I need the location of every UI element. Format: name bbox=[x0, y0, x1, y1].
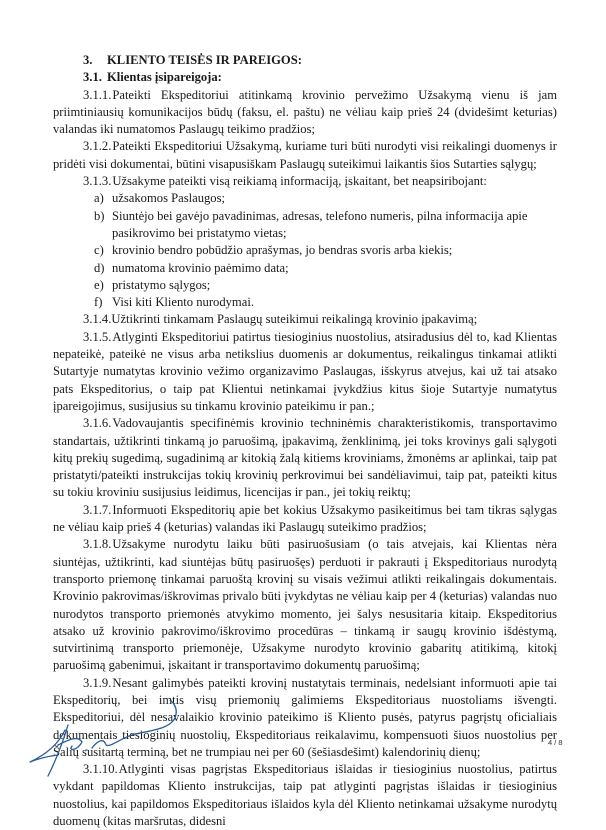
clause-number: 3.1.10. bbox=[83, 762, 118, 777]
clause-number: 3.1.1. bbox=[83, 87, 112, 102]
clause-3-1-3 bbox=[53, 173, 557, 190]
list-text: numatoma krovinio paėmimo data; bbox=[112, 260, 289, 275]
clause-text: Užsakyme nurodytu laiku būti pasiruošusiam (o tais atvejais, kai Klientas nėra siuntėjas, užtikrinti, kad siuntėjas būtų pasiruošęs) perduoti ir pakrauti į Ekspeditoriaus nurodytą transporto priemonę tinkamai paruoštą krovinį su visais vežimui atlikti reikalingais dokumentais. Krovinio pakrovimas/iškrovimas privalo būti įvykdytas ne vėliau kaip per 4 (keturias) valandas nuo nurodytos transporto priemonės atvykimo momento, jei šalys nesusitaria kitaip. Ekspeditorius atsako už krovinio pakrovimo/iškrovimo procedūras – tinkamą ir saugų krovinio išdėstymą, sutvirtinimą transporto priemonėje, Užsakyme nurodyto krovinio gabaritų atitikimą, kitokį paruošimą gabenimui, įskaitant ir transportavimo dokumentų paruošimą; bbox=[53, 537, 557, 673]
clause-3-1-7 bbox=[53, 502, 557, 537]
list-item bbox=[53, 242, 557, 259]
clause-number: 3.1.7. bbox=[83, 502, 112, 517]
clause-text: Pateikti Ekspeditoriui atitinkamą krovinio pervežimo Užsakymą vienu iš jam priimtiniausių komunikacijos būdų (faksu, el. paštu) ne vėliau kaip prieš 24 (dvidešimt keturias) valandas iki numatomos Paslaugų teikimo pradžios; bbox=[53, 87, 557, 137]
clause-number: 3.1.8. bbox=[83, 537, 112, 552]
clause-text: Vadovaujantis specifinėmis krovinio techninėmis charakteristikomis, transportavimo standartais, užtikrinti tinkamą jo paruošimą, įpakavimą, ženklinimą, jei toks krovinys gali sąlygoti kitų prekių sugedimą, sugadinimą ar kitokią žalą kitiems kroviniams, žmonėms ar aplinkai, taip pat pristatyti/pateikti instrukcijas tokių krovinių perkrovimui bei sandėliavimui, taip pat, pateikti kitus su tokiu kroviniu susijusius leidimus, licencijas ir pan., jei tokių reiktų; bbox=[53, 416, 557, 500]
list-label: e) bbox=[94, 277, 104, 292]
list-text: užsakomos Paslaugos; bbox=[112, 191, 225, 206]
section-number: 3. bbox=[83, 53, 93, 67]
list-text: krovinio bendro pobūdžio aprašymas, jo bendras svoris arba kiekis; bbox=[112, 243, 453, 258]
list-label: b) bbox=[94, 208, 105, 223]
subsection-number: 3.1. bbox=[83, 70, 102, 85]
list-label: a) bbox=[94, 191, 104, 206]
list-text: pristatymo sąlygos; bbox=[112, 277, 211, 292]
list-item bbox=[53, 277, 557, 294]
list-item bbox=[53, 190, 557, 207]
list-label: d) bbox=[94, 260, 105, 275]
clause-number: 3.1.4. bbox=[83, 312, 112, 327]
clause-number: 3.1.5. bbox=[83, 329, 112, 344]
section-title: KLIENTO TEISĖS IR PAREIGOS: bbox=[107, 53, 302, 67]
clause-text: Nesant galimybės pateikti krovinį nustatytais terminais, nedelsiant informuoti apie tai Ekspeditorių, bei imtis visų priemonių galimiems Ekspeditoriaus nuostoliams išvengti. Ekspeditoriui, dėl nesavalaikio krovinio pateikimo iš Kliento pusės, patyrus pagrįstų oficialiais dokumentais tiesioginių nuostolių, Ekspeditoriaus reikalavimu, kompensuoti šiuos nuostolius per Šalių susitartą terminą, bet ne trumpiau nei per 60 (šešiasdešimt) kalendorinių dienų; bbox=[53, 675, 557, 759]
clause-text: Atlyginti Ekspeditoriui patirtus tiesioginius nuostolius, atsiradusius dėl to, kad Klientas nepateikė, pateikė ne visus arba netikslius duomenis ar dokumentus, reikalingus tinkamai atlikti Sutartyje numatytas krovinio vežimo organizavimo Paslaugas, išskyrus atvejus, kai už tai atsako pats Ekspeditorius, o taip pat Klientui netinkamai įvykdžius kitus šioje Sutartyje numatytus įpareigojimus, susijusius su tinkamu krovinio pateikimu ir pan.; bbox=[53, 329, 557, 413]
list-label: c) bbox=[94, 243, 104, 258]
clause-text: Atlyginti visas pagrįstas Ekspeditoriaus išlaidas ir tiesioginius nuostolius, patirtus vykdant papildomas Kliento instrukcijas, taip pat atlyginti pagrįstas išlaidas ir tiesioginius nuostolius, kai papildomos Ekspeditoriaus išlaidos kyla dėl Kliento netinkamai užsakyme nurodytų duomenų (kitas maršrutas, didesni bbox=[53, 762, 557, 829]
signature-icon bbox=[20, 700, 220, 790]
subsection-heading bbox=[53, 69, 557, 86]
clause-text: Užtikrinti tinkamam Paslaugų suteikimui reikalingą krovinio įpakavimą; bbox=[111, 312, 478, 327]
list-item bbox=[53, 208, 557, 243]
section-heading bbox=[53, 52, 557, 69]
subsection-title: Klientas įsipareigoja: bbox=[107, 70, 222, 85]
clause-number: 3.1.6. bbox=[83, 416, 112, 431]
clause-3-1-8 bbox=[53, 536, 557, 674]
clause-text: Pateikti Ekspeditoriui Užsakymą, kuriame turi būti nurodyti visi reikalingi duomenys ir pridėti visi dokumentai, būtini visapusiškam Paslaugų suteikimui laikantis šios Sutarties sąlygų; bbox=[53, 139, 557, 171]
clause-number: 3.1.2. bbox=[83, 139, 112, 154]
clause-text: Užsakyme pateikti visą reikiamą informaciją, įskaitant, bet neapsiribojant: bbox=[112, 174, 487, 189]
clause-3-1-2 bbox=[53, 138, 557, 173]
clause-3-1-5 bbox=[53, 329, 557, 415]
clause-number: 3.1.3. bbox=[83, 174, 112, 189]
list-item bbox=[53, 294, 557, 311]
page-number: 4 / 8 bbox=[548, 738, 563, 747]
list-text: Visi kiti Kliento nurodymai. bbox=[112, 295, 254, 310]
clause-3-1-6 bbox=[53, 415, 557, 501]
list-item bbox=[53, 260, 557, 277]
clause-3-1-4 bbox=[53, 311, 557, 328]
list-label: f) bbox=[94, 295, 103, 310]
clause-number: 3.1.9. bbox=[83, 675, 112, 690]
clause-text: Informuoti Ekspeditorių apie bet kokius Užsakymo pasikeitimus bei tam tikras sąlygas ne vėliau kaip prieš 4 (keturias) valandas iki Paslaugų suteikimo pradžios; bbox=[53, 502, 557, 535]
clause-3-1-1 bbox=[53, 87, 557, 139]
list-text: Siuntėjo bei gavėjo pavadinimas, adresas, telefono numeris, pilna informacija apie pasikrovimo bei pristatymo vietas; bbox=[112, 208, 528, 240]
